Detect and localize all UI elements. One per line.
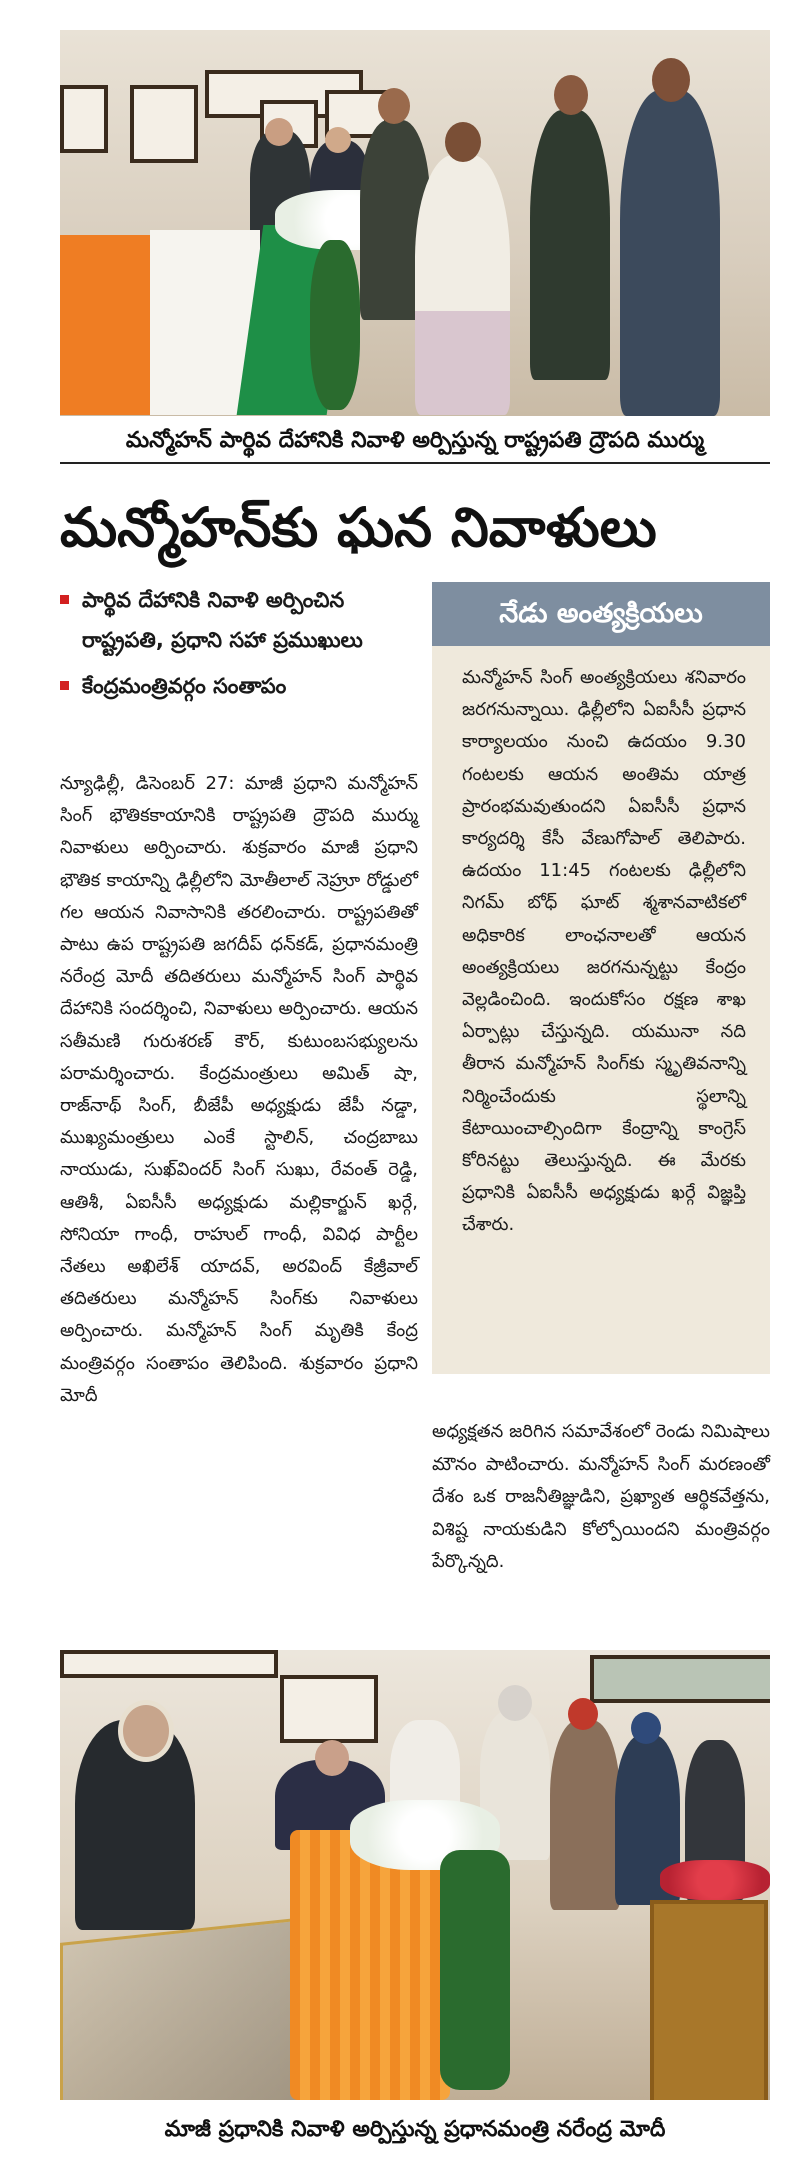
mourner-head (315, 1740, 349, 1776)
side-table (650, 1900, 768, 2100)
headline: మన్మోహన్‌కు ఘన నివాళులు (60, 496, 657, 559)
wall-frame (60, 85, 108, 153)
garland (310, 240, 360, 410)
officer-figure (620, 90, 720, 416)
officer-head (554, 75, 588, 115)
top-photo (60, 30, 770, 416)
mourner-head (265, 118, 293, 146)
attendee-figure (550, 1720, 620, 1910)
window (590, 1655, 770, 1703)
flag-saffron-band (60, 235, 150, 415)
bottom-photo-caption: మాజీ ప్రధానికి నివాళి అర్పిస్తున్న ప్రధానమంత్రి నరేంద్ర మోదీ (164, 2117, 666, 2142)
sidebar-title: నేడు అంత్యక్రియలు (432, 582, 770, 646)
bullet-text: పార్థివ దేహానికి నివాళి అర్పించిన రాష్ట్రపతి, ప్రధాని సహా ప్రముఖులు (82, 588, 363, 652)
article-body-left: న్యూఢిల్లీ, డిసెంబర్ 27: మాజీ ప్రధాని మన్మోహన్ సింగ్ భౌతికకాయానికి రాష్ట్రపతి ద్రౌపది ముర్ము నివాళులు అర్పించారు. శుక్రవారం మాజీ ప్రధాని భౌతిక కాయాన్ని ఢిల్లీలోని మోతీలాల్ నెహ్రూ రోడ్డులో గల ఆయన నివాసానికి తరలించారు. రాష్ట్రపతితో పాటు ఉప రాష్ట్రపతి జగదీప్ ధన్‌కడ్, ప్రధానమంత్రి నరేంద్ర మోదీ తదితరులు మన్మోహన్ సింగ్ పార్థివ దేహానికి సందర్శించి, నివాళులు అర్పించారు. ఆయన సతీమణి గురుశరణ్ కౌర్, కుటుంబసభ్యులను పరామర్శించారు. కేంద్రమంత్రులు అమిత్ షా, రాజ్‌నాథ్ సింగ్, బీజేపీ అధ్యక్షుడు జేపీ నడ్డా, ముఖ్యమంత్రులు ఎంకే స్టాలిన్, చంద్రబాబు నాయుడు, సుఖ్‌విందర్ సింగ్ సుఖు, రేవంత్ రెడ్డి, ఆతిశీ, ఏఐసీసీ అధ్యక్షుడు మల్లికార్జున్ ఖర్గే, సోనియా గాంధీ, రాహుల్ గాంధీ, వివిధ పార్టీల నేతలు అఖిలేశ్ యాదవ్, అరవింద్ కేజ్రీవాల్ తదితరులు మన్మోహన్ సింగ్‌కు నివాళులు అర్పించారు. మన్మోహన్ సింగ్ మృతికి కేంద్ర మంత్రివర్గం సంతాపం తెలిపింది. శుక్రవారం ప్రధాని మోదీ (60, 773, 418, 1406)
top-photo-caption: మన్మోహన్ పార్థివ దేహానికి నివాళి అర్పిస్తున్న రాష్ట్రపతి ద్రౌపది ముర్ము (60, 424, 770, 464)
red-square-bullet-icon (60, 681, 69, 690)
officer-head (378, 88, 410, 124)
officer-figure (530, 110, 610, 380)
wall-frame (280, 1675, 378, 1743)
turban-head (631, 1712, 661, 1744)
president-figure (415, 155, 510, 415)
bullet-item (60, 580, 415, 660)
wall-frame (60, 1650, 278, 1678)
article-body-right: అధ్యక్షతన జరిగిన సమావేశంలో రెండు నిమిషాలు మౌనం పాటించారు. మన్మోహన్ సింగ్ మరణంతో దేశం ఒక రాజనీతిజ్ఞుడిని, ప్రఖ్యాత ఆర్థికవేత్తను, విశిష్ట నాయకుడిని కోల్పోయిందని మంత్రివర్గం పేర్కొన్నది. (432, 1421, 770, 1572)
officer-head (652, 58, 690, 102)
pm-head (498, 1685, 532, 1721)
president-head (445, 122, 481, 162)
bottom-photo (60, 1650, 770, 2100)
turban-head (568, 1698, 598, 1730)
garland (440, 1850, 510, 2090)
bullet-item (60, 666, 415, 706)
wall-frame (130, 85, 198, 163)
rose-petals-bowl (660, 1860, 770, 1900)
mourner-head (325, 127, 351, 153)
marigold-garland (290, 1830, 450, 2100)
funeral-sidebar (432, 582, 770, 1374)
mourner-head (118, 1700, 174, 1762)
red-square-bullet-icon (60, 595, 69, 604)
bullet-list (60, 580, 415, 712)
sidebar-text: మన్మోహన్ సింగ్ అంత్యక్రియలు శనివారం జరగనున్నాయి. ఢిల్లీలోని ఏఐసీసీ ప్రధాన కార్యాలయం నుంచి ఉదయం 9.30 గంటలకు ఆయన అంతిమ యాత్ర ప్రారంభమవుతుందని ఏఐసీసీ ప్రధాన కార్యదర్శి కేసీ వేణుగోపాల్ తెలిపారు. ఉదయం 11:45 గంటలకు ఢిల్లీలోని నిగమ్ బోధ్ ఘాట్ శ్మశానవాటికలో అధికారిక లాంఛనాలతో ఆయన అంత్యక్రియలు జరగనున్నట్టు కేంద్రం వెల్లడించింది. ఇందుకోసం రక్షణ శాఖ ఏర్పాట్లు చేస్తున్నది. యమునా నది తీరాన మన్మోహన్ సింగ్‌కు స్మృతివనాన్ని నిర్మించేందుకు స్థలాన్ని కేటాయించాల్సిందిగా కేంద్రాన్ని కాంగ్రెస్ కోరినట్టు తెలుస్తున్నది. ఈ మేరకు ప్రధానికి ఏఐసీసీ అధ్యక్షుడు ఖర్గే విజ్ఞప్తి చేశారు. (462, 667, 746, 1236)
bullet-text: కేంద్రమంత్రివర్గం సంతాపం (82, 674, 287, 698)
